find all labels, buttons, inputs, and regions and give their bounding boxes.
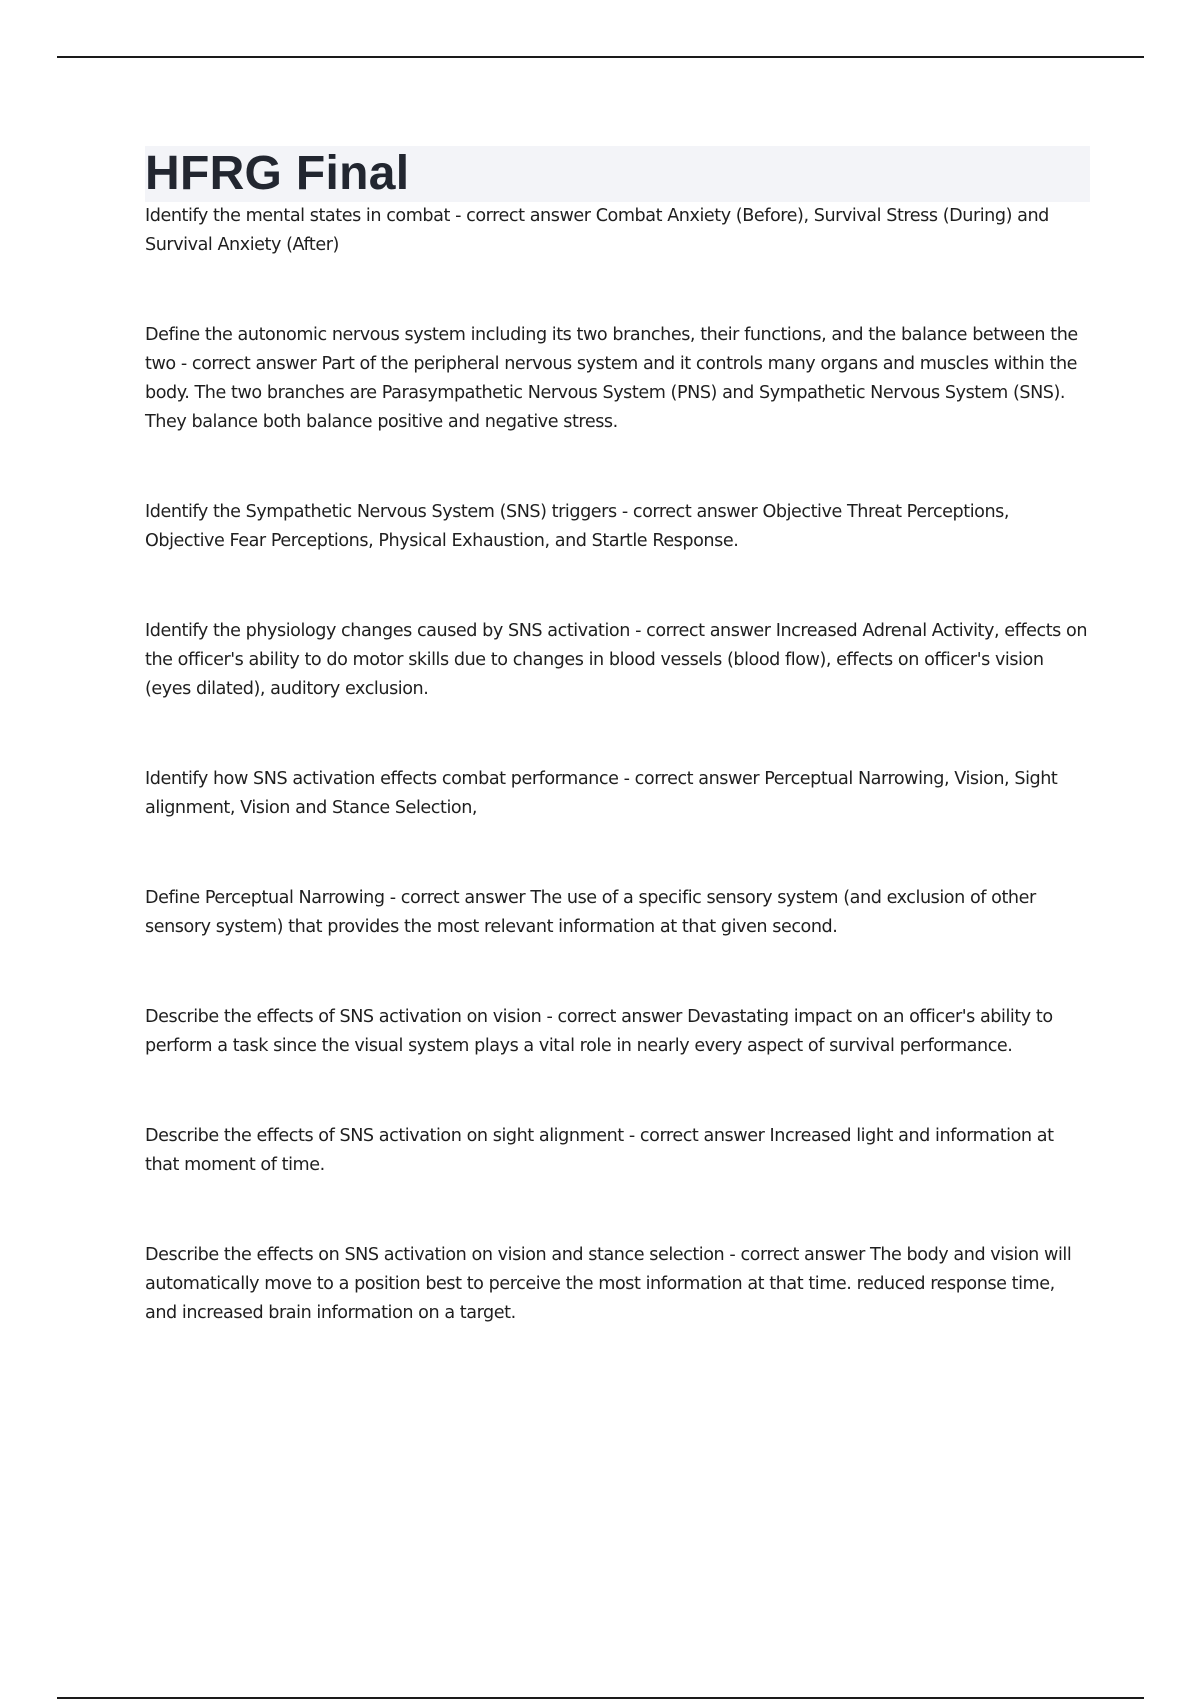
- qa-question: Identify how SNS activation effects combat performance: [145, 769, 619, 789]
- qa-question: Identify the mental states in combat: [145, 206, 450, 226]
- qa-answer: The body and vision will automatically move to a position best to perceive the most information at that time. reduced response time, and increased brain information on a target.: [145, 1245, 1072, 1323]
- qa-question: Describe the effects of SNS activation on vision: [145, 1007, 542, 1027]
- qa-separator: - correct answer: [541, 1007, 688, 1027]
- bottom-divider: [57, 1697, 1144, 1699]
- qa-entry: [145, 498, 1090, 556]
- qa-separator: - correct answer: [618, 769, 765, 789]
- qa-answer: Increased Adrenal Activity, effects on the officer's ability to do motor skills due to changes in blood vessels (blood flow), effects on officer's vision (eyes dilated), auditory exclusion.: [145, 621, 1088, 699]
- top-divider: [57, 56, 1144, 58]
- qa-question: Define the autonomic nervous system including its two branches, their functions, and the balance between the two: [145, 325, 1078, 374]
- qa-answer: Combat Anxiety (Before), Survival Stress (During) and Survival Anxiety (After): [145, 206, 1049, 255]
- qa-separator: - correct answer: [384, 888, 531, 908]
- qa-answer: Perceptual Narrowing, Vision, Sight alignment, Vision and Stance Selection,: [145, 769, 1058, 818]
- qa-entry: [145, 202, 1090, 260]
- qa-question: Describe the effects on SNS activation on vision and stance selection: [145, 1245, 725, 1265]
- qa-separator: - correct answer: [616, 502, 763, 522]
- qa-entry: [145, 1122, 1090, 1180]
- qa-answer: Objective Threat Perceptions, Objective Fear Perceptions, Physical Exhaustion, and Startle Response.: [145, 502, 1010, 551]
- qa-question: Define Perceptual Narrowing: [145, 888, 385, 908]
- qa-question: Identify the physiology changes caused by SNS activation: [145, 621, 630, 641]
- qa-answer: Part of the peripheral nervous system and it controls many organs and muscles within the body. The two branches are Parasympathetic Nervous System (PNS) and Sympathetic Nervous System (SNS). They balance both balance positive and negative stress.: [145, 354, 1078, 432]
- qa-entry: [145, 765, 1090, 823]
- qa-answer: The use of a specific sensory system (and exclusion of other sensory system) that provides the most relevant information at that given second.: [145, 888, 1036, 937]
- qa-separator: - correct answer: [623, 1126, 770, 1146]
- qa-answer: Increased light and information at that moment of time.: [145, 1126, 1054, 1175]
- qa-question: Identify the Sympathetic Nervous System (SNS) triggers: [145, 502, 617, 522]
- qa-entry: [145, 1003, 1090, 1061]
- document-title: HFRG Final: [145, 147, 410, 200]
- qa-answer: Devastating impact on an officer's ability to perform a task since the visual system plays a vital role in nearly every aspect of survival performance.: [145, 1007, 1053, 1056]
- qa-separator: - correct answer: [629, 621, 776, 641]
- document-body: [145, 146, 1090, 1328]
- qa-separator: - correct answer: [724, 1245, 871, 1265]
- qa-entry: [145, 1241, 1090, 1328]
- qa-entry: [145, 884, 1090, 942]
- qa-question: Describe the effects of SNS activation on sight alignment: [145, 1126, 624, 1146]
- qa-separator: - correct answer: [175, 354, 322, 374]
- qa-entry: [145, 617, 1090, 704]
- qa-entry: [145, 321, 1090, 437]
- qa-separator: - correct answer: [449, 206, 596, 226]
- title-band: [145, 146, 1090, 202]
